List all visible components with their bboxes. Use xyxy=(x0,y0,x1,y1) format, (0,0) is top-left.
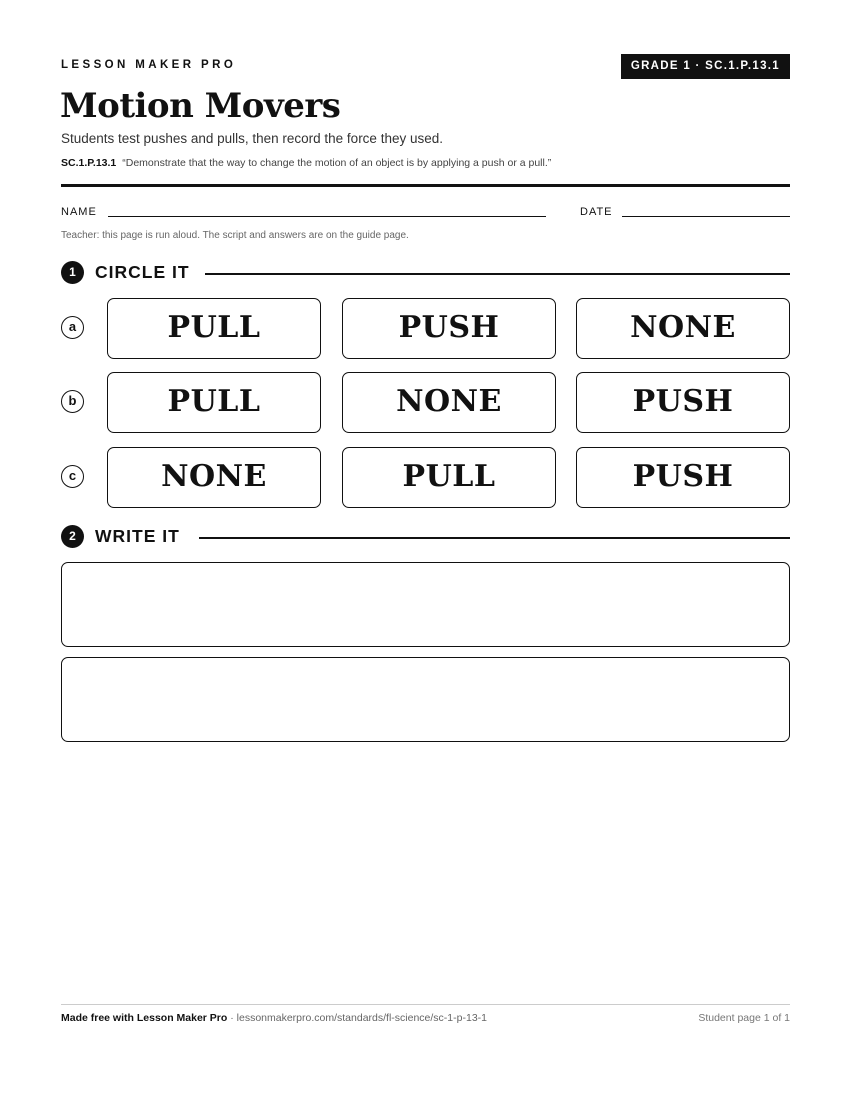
choice-card[interactable]: NONE xyxy=(576,298,790,359)
section-title: WRITE IT xyxy=(95,526,180,546)
choice-card[interactable]: PULL xyxy=(107,298,321,359)
name-label: NAME xyxy=(61,206,97,218)
standard-text: “Demonstrate that the way to change the motion of an object is by applying a push or a pull.” xyxy=(122,157,552,169)
circle-row-c xyxy=(61,447,790,508)
footer-url: · lessonmakerpro.com/standards/fl-science/sc-1-p-13-1 xyxy=(227,1012,487,1024)
section-rule xyxy=(205,273,790,275)
circle-row-b xyxy=(61,372,790,433)
grade-badge: GRADE 1 · SC.1.P.13.1 xyxy=(621,54,790,79)
circle-row-a xyxy=(61,298,790,359)
choice-card[interactable]: PUSH xyxy=(342,298,556,359)
choice-card[interactable]: PULL xyxy=(107,372,321,433)
choice-card[interactable]: PULL xyxy=(342,447,556,508)
choice-card[interactable]: PUSH xyxy=(576,372,790,433)
section-rule xyxy=(199,537,790,539)
standard-code: SC.1.P.13.1 xyxy=(61,157,117,169)
choice-card[interactable]: NONE xyxy=(107,447,321,508)
teacher-note: Teacher: this page is run aloud. The script and answers are on the guide page. xyxy=(61,230,409,241)
section-write-it-header xyxy=(61,525,790,549)
write-answer-box[interactable] xyxy=(61,657,790,742)
brand-name: LESSON MAKER PRO xyxy=(61,59,237,71)
footer-page-label: Student page 1 of 1 xyxy=(698,1012,790,1024)
section-number-badge: 2 xyxy=(61,525,84,548)
footer-credit xyxy=(61,1012,487,1024)
section-circle-it-header xyxy=(61,261,790,285)
date-field[interactable] xyxy=(622,216,790,217)
write-answer-box[interactable] xyxy=(61,562,790,647)
name-field[interactable] xyxy=(108,216,546,217)
page-subtitle: Students test pushes and pulls, then record the force they used. xyxy=(61,131,443,146)
choice-card[interactable]: PUSH xyxy=(576,447,790,508)
row-letter-badge: a xyxy=(61,316,84,339)
header-divider xyxy=(61,184,790,187)
row-letter-badge: b xyxy=(61,390,84,413)
row-letter-badge: c xyxy=(61,465,84,488)
worksheet-page xyxy=(61,0,790,1100)
footer-divider xyxy=(61,1004,790,1005)
section-title: CIRCLE IT xyxy=(95,262,190,282)
date-label: DATE xyxy=(580,206,613,218)
page-title: Motion Movers xyxy=(60,86,341,126)
section-number-badge: 1 xyxy=(61,261,84,284)
choice-card[interactable]: NONE xyxy=(342,372,556,433)
standard-line xyxy=(61,157,551,169)
footer-made-with: Made free with Lesson Maker Pro xyxy=(61,1012,228,1024)
